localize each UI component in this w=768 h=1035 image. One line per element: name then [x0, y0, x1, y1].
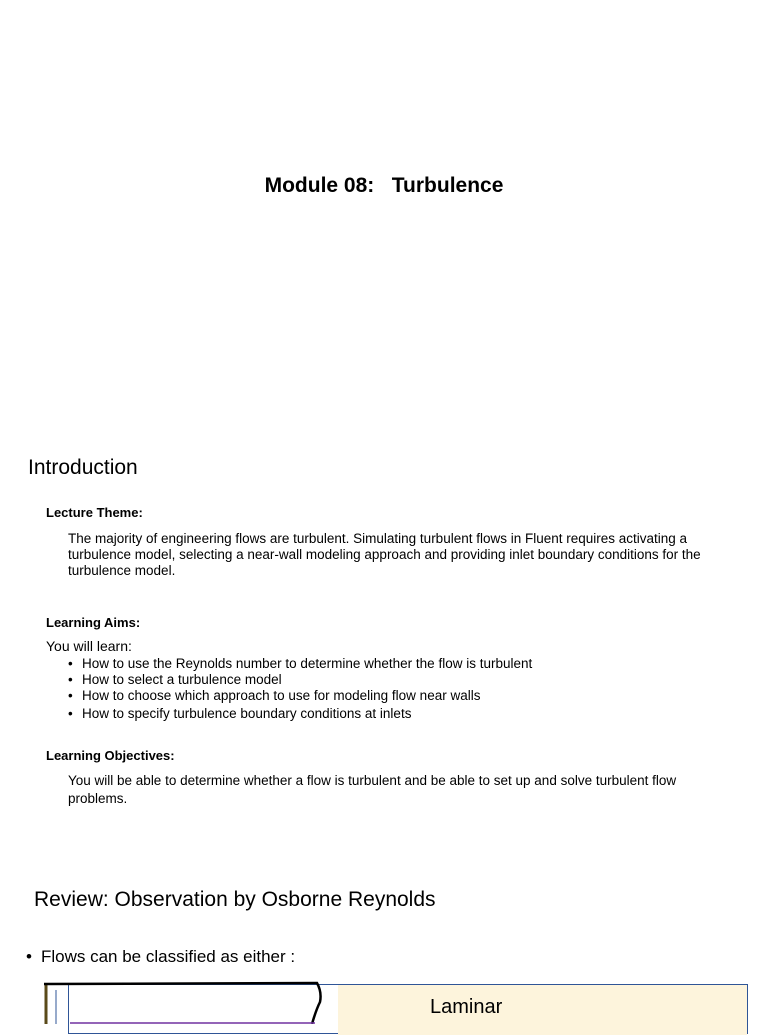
bullet-icon: • — [68, 672, 73, 687]
list-item — [68, 656, 532, 672]
list-item-text: How to select a turbulence model — [82, 672, 282, 687]
learning-aims-intro: You will learn: — [46, 638, 132, 654]
laminar-label: Laminar — [430, 996, 503, 1018]
bullet-icon: • — [68, 706, 73, 721]
list-item-text: How to specify turbulence boundary conditions at inlets — [82, 706, 412, 721]
learning-objectives-label: Learning Objectives: — [46, 748, 175, 763]
list-item-text: How to use the Reynolds number to determine whether the flow is turbulent — [82, 656, 533, 671]
bullet-icon: • — [26, 947, 32, 966]
list-item — [68, 672, 532, 688]
bullet-icon: • — [68, 688, 73, 703]
review-heading: Review: Observation by Osborne Reynolds — [34, 888, 436, 911]
lecture-theme-label: Lecture Theme: — [46, 505, 143, 520]
flows-bullet — [26, 947, 295, 967]
flows-bullet-text: Flows can be classified as either : — [40, 947, 296, 966]
page-title: Module 08: Turbulence — [264, 174, 504, 197]
pipe-outline — [44, 983, 321, 1024]
learning-objectives-text: You will be able to determine whether a flow is turbulent and be able to set up and solve turbulent flow problems. — [68, 773, 677, 806]
learning-aims-list — [68, 656, 532, 722]
list-item — [68, 706, 532, 722]
introduction-heading: Introduction — [28, 456, 138, 479]
list-item — [68, 688, 532, 704]
pipe-sketch — [40, 980, 340, 1024]
reynolds-diagram — [40, 980, 768, 1024]
learning-aims-label: Learning Aims: — [46, 615, 141, 630]
list-item-text: How to choose which approach to use for modeling flow near walls — [82, 688, 481, 703]
laminar-label-area — [338, 985, 747, 1035]
lecture-theme-text: The majority of engineering flows are turbulent. Simulating turbulent flows in Fluent requires activating a turbulence model, selecting a near-wall modeling approach and providing inlet boundary conditions for the turbulence model. — [68, 531, 701, 578]
bullet-icon: • — [68, 656, 73, 671]
